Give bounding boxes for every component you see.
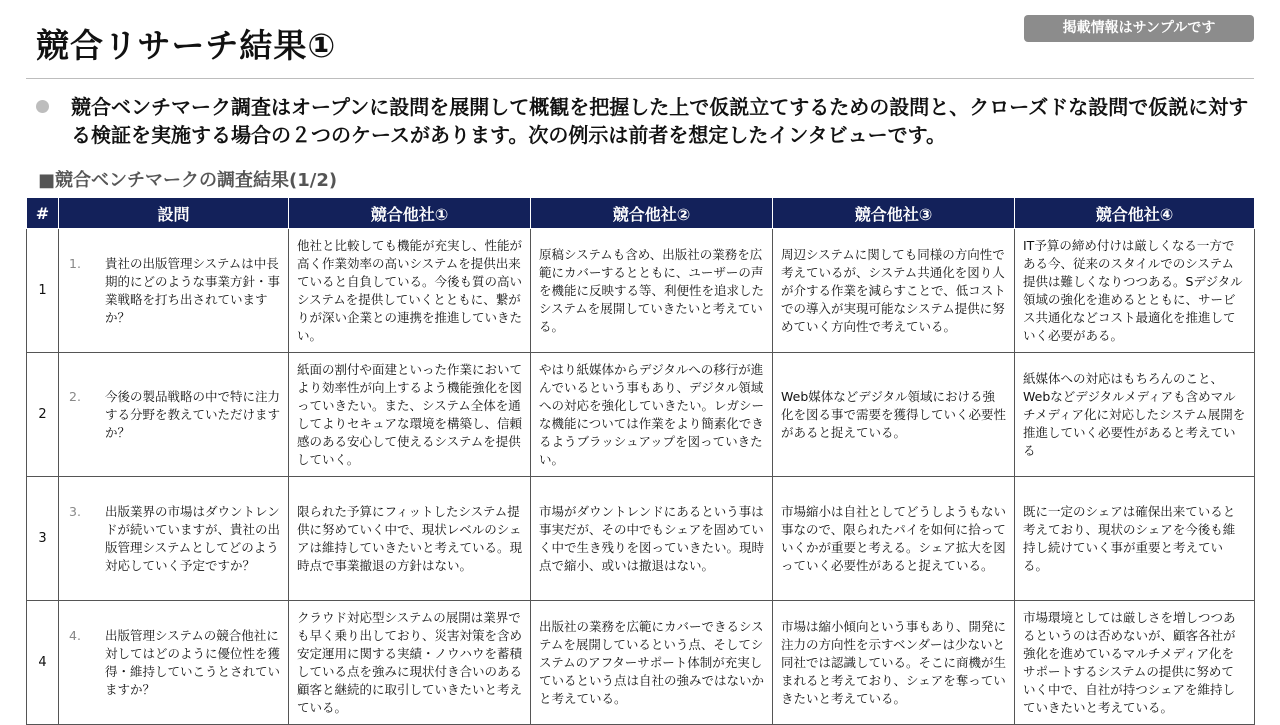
question-text: 出版業界の市場はダウントレンドが続いていますが、貴社の出版管理システムとしてどのよう対応していく予定ですか？ [105, 503, 281, 573]
table-row [27, 353, 1255, 477]
title-divider [26, 78, 1254, 79]
header-number: # [27, 198, 59, 229]
answer-cell: 出版社の業務を広範にカバーできるシステムを展開しているという点、そしてシステムのアフターサポート体制が充実しているという点は自社の強みではないかと考えている。 [531, 601, 773, 725]
sample-badge: 掲載情報はサンプルです [1024, 15, 1254, 42]
table-row [27, 477, 1255, 601]
header-competitor-4: 競合他社④ [1015, 198, 1255, 229]
question-number: 1. [69, 255, 81, 271]
answer-cell: 市場環境としては厳しさを増しつつあるというのは否めないが、顧客各社が強化を進めているマルチメディア化をサポートするシステムの提供に努めていく中で、自社が持つシェアを維持していきたいと考えている。 [1015, 601, 1255, 725]
header-competitor-2: 競合他社② [531, 198, 773, 229]
answer-cell: Web媒体などデジタル領域における強化を図る事で需要を獲得していく必要性があると捉えている。 [773, 353, 1015, 477]
question-text: 貴社の出版管理システムは中長期的にどのような事業方針・事業戦略を打ち出されていますか？ [105, 255, 281, 325]
answer-cell: 周辺システムに関しても同様の方向性で考えているが、システム共通化を図り人が介する作業を減らすことで、低コストでの導入が実現可能なシステム提供に努めていく方向性で考えている。 [773, 229, 1015, 353]
row-number: 3 [27, 477, 59, 601]
table-row [27, 601, 1255, 725]
table-header-row [27, 198, 1255, 229]
row-number: 4 [27, 601, 59, 725]
page-title: 競合リサーチ結果① [36, 26, 337, 65]
answer-cell: 市場は縮小傾向という事もあり、開発に注力の方向性を示すベンダーは少ないと同社では認識している。そこに商機が生まれると考えており、シェアを奪っていきたいと考えている。 [773, 601, 1015, 725]
lead-text: 競合ベンチマーク調査はオープンに設問を展開して概観を把握した上で仮説立てするための設問と、クローズドな設問で仮説に対する検証を実施する場合の２つのケースがあります。次の例示は前者を想定したインタビューです。 [71, 95, 1249, 147]
answer-cell: 限られた予算にフィットしたシステム提供に努めていく中で、現状レベルのシェアは維持していきたいと考えている。現時点で事業撤退の方針はない。 [289, 477, 531, 601]
question-text: 出版管理システムの競合他社に対してはどのように優位性を獲得・維持していこうとされていますか？ [105, 627, 281, 697]
section-title: ■競合ベンチマークの調査結果(1/2) [38, 170, 338, 191]
row-number: 2 [27, 353, 59, 477]
header-question: 設問 [59, 198, 289, 229]
question-cell [59, 229, 289, 353]
question-number: 4. [69, 627, 81, 643]
question-cell [59, 601, 289, 725]
answer-cell: 紙面の割付や面建といった作業においてより効率性が向上するよう機能強化を図っていきたい。また、システム全体を通してよりセキュアな環境を構築し、信頼感のある安心して使えるシステムを提供していく。 [289, 353, 531, 477]
question-number: 2. [69, 388, 81, 404]
answer-cell: 原稿システムも含め、出版社の業務を広範にカバーするとともに、ユーザーの声を機能に反映する等、利便性を追求したシステムを展開していきたいと考えている。 [531, 229, 773, 353]
answer-cell: 市場縮小は自社としてどうしようもない事なので、限られたパイを如何に拾っていくかが重要と考える。シェア拡大を図っていく必要性があると捉えている。 [773, 477, 1015, 601]
question-cell [59, 353, 289, 477]
header-competitor-3: 競合他社③ [773, 198, 1015, 229]
answer-cell: IT予算の締め付けは厳しくなる一方である今、従来のスタイルでのシステム提供は難しくなりつつある。Sデジタル領域の強化を進めるとともに、サービス共通化などコスト最適化を推進していく必要がある。 [1015, 229, 1255, 353]
answer-cell: 市場がダウントレンドにあるという事は事実だが、その中でもシェアを固めていく中で生き残りを図っていきたい。現時点で縮小、或いは撤退はない。 [531, 477, 773, 601]
header-competitor-1: 競合他社① [289, 198, 531, 229]
answer-cell: 他社と比較しても機能が充実し、性能が高く作業効率の高いシステムを提供出来ていると自負している。今後も質の高いシステムを提供していくとともに、繋がりが深い企業との連携を推進していきたい。 [289, 229, 531, 353]
question-cell [59, 477, 289, 601]
question-text: 今後の製品戦略の中で特に注力する分野を教えていただけますか？ [105, 388, 281, 440]
lead-paragraph [36, 93, 1256, 149]
question-number: 3. [69, 503, 81, 519]
answer-cell: やはり紙媒体からデジタルへの移行が進んでいるという事もあり、デジタル領域への対応を強化していきたい。レガシーな機能については作業をより簡素化できるようブラッシュアップを図っていきたい。 [531, 353, 773, 477]
benchmark-table [26, 197, 1255, 725]
table-row [27, 229, 1255, 353]
row-number: 1 [27, 229, 59, 353]
answer-cell: 紙媒体への対応はもちろんのこと、Webなどデジタルメディアも含めマルチメディア化に対応したシステム展開を推進していく必要性があると考えている [1015, 353, 1255, 477]
answer-cell: 既に一定のシェアは確保出来ていると考えており、現状のシェアを今後も維持し続けていく事が重要と考えている。 [1015, 477, 1255, 601]
bullet-icon [36, 100, 49, 113]
answer-cell: クラウド対応型システムの展開は業界でも早く乗り出しており、災害対策を含め安定運用に関する実績・ノウハウを蓄積している点を強みに現状付き合いのある顧客と継続的に取引していきたいと考えている。 [289, 601, 531, 725]
